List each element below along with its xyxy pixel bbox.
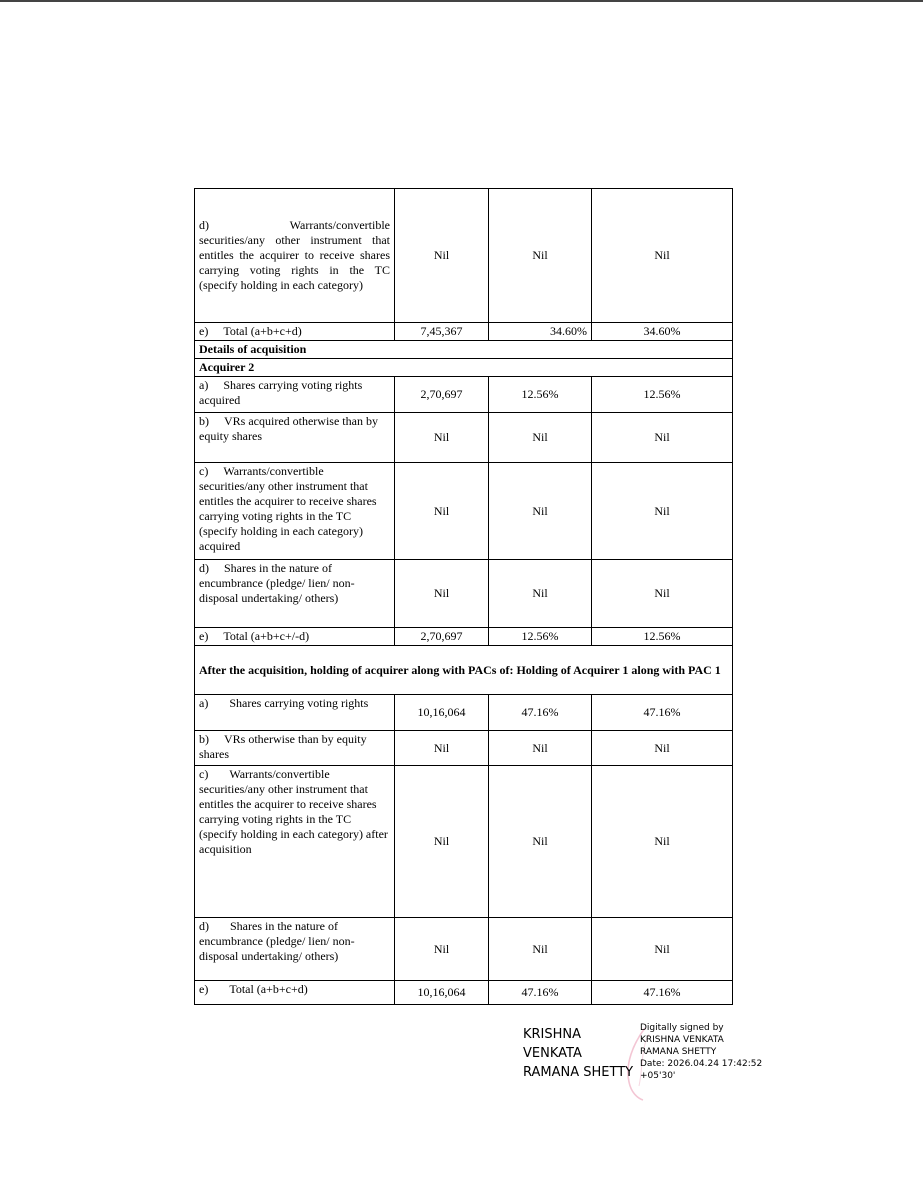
table-row xyxy=(195,377,733,413)
cell-value: Nil xyxy=(395,731,489,766)
signer-name xyxy=(523,1025,643,1082)
table-row xyxy=(195,628,733,646)
section-heading: After the acquisition, holding of acquirer along with PACs of: Holding of Acquirer 1 along with PAC 1 xyxy=(195,646,733,695)
cell-value: 47.16% xyxy=(592,695,733,731)
table-row xyxy=(195,695,733,731)
row-label: d) Warrants/convertible securities/any other instrument that entitles the acquirer to receive shares carrying voting rights in the TC (specify holding in each category) xyxy=(195,189,395,323)
cell-value: Nil xyxy=(489,560,592,628)
cell-value: Nil xyxy=(592,918,733,981)
table-row xyxy=(195,918,733,981)
cell-value: Nil xyxy=(395,463,489,560)
signature-detail-line: Date: 2026.04.24 17:42:52 xyxy=(640,1059,763,1069)
cell-value: 7,45,367 xyxy=(395,323,489,341)
cell-value: Nil xyxy=(592,189,733,323)
cell-value: 47.16% xyxy=(592,981,733,1005)
cell-value: Nil xyxy=(489,463,592,560)
cell-value: 12.56% xyxy=(489,377,592,413)
top-border-line xyxy=(0,0,923,2)
cell-value: Nil xyxy=(592,560,733,628)
cell-value: 47.16% xyxy=(489,981,592,1005)
cell-value: 12.56% xyxy=(489,628,592,646)
signature-detail-line: +05'30' xyxy=(640,1071,676,1081)
signature-details xyxy=(640,1022,790,1082)
table-row xyxy=(195,981,733,1005)
row-label: c) Warrants/convertible securities/any other instrument that entitles the acquirer to receive shares carrying voting rights in the TC (specify holding in each category) acquired xyxy=(195,463,395,560)
cell-value: Nil xyxy=(395,918,489,981)
table-row xyxy=(195,359,733,377)
cell-value: Nil xyxy=(395,560,489,628)
cell-value: Nil xyxy=(592,731,733,766)
table-row xyxy=(195,646,733,695)
row-label: a) Shares carrying voting rights acquired xyxy=(195,377,395,413)
cell-value: 10,16,064 xyxy=(395,981,489,1005)
cell-value: Nil xyxy=(489,918,592,981)
cell-value: Nil xyxy=(592,463,733,560)
signature-detail-line: RAMANA SHETTY xyxy=(640,1047,717,1057)
row-label: c) Warrants/convertible securities/any other instrument that entitles the acquirer to receive shares carrying voting rights in the TC (specify holding in each category) after acquisition xyxy=(195,766,395,918)
table-row xyxy=(195,189,733,323)
row-label: e) Total (a+b+c+d) xyxy=(195,981,395,1005)
signer-name-line: KRISHNA xyxy=(523,1027,582,1042)
cell-value: 10,16,064 xyxy=(395,695,489,731)
cell-value: Nil xyxy=(489,413,592,463)
cell-value: Nil xyxy=(592,766,733,918)
table-row xyxy=(195,766,733,918)
cell-value: Nil xyxy=(592,413,733,463)
cell-value: Nil xyxy=(489,766,592,918)
row-label: d) Shares in the nature of encumbrance (pledge/ lien/ non-disposal undertaking/ others) xyxy=(195,918,395,981)
section-heading: Details of acquisition xyxy=(195,341,733,359)
cell-value: 34.60% xyxy=(592,323,733,341)
row-label: a) Shares carrying voting rights xyxy=(195,695,395,731)
cell-value: Nil xyxy=(395,189,489,323)
table-row xyxy=(195,731,733,766)
row-label: e) Total (a+b+c+d) xyxy=(195,323,395,341)
cell-value: 47.16% xyxy=(489,695,592,731)
table-row xyxy=(195,341,733,359)
cell-value: Nil xyxy=(395,413,489,463)
cell-value: Nil xyxy=(489,189,592,323)
cell-value: Nil xyxy=(395,766,489,918)
row-label: b) VRs acquired otherwise than by equity shares xyxy=(195,413,395,463)
cell-value: 12.56% xyxy=(592,377,733,413)
signer-name-line: RAMANA SHETTY xyxy=(523,1065,634,1080)
disclosure-table xyxy=(194,188,733,1005)
table-row xyxy=(195,560,733,628)
table-row xyxy=(195,323,733,341)
signer-name-line: VENKATA xyxy=(523,1046,582,1061)
signature-detail-line: KRISHNA VENKATA xyxy=(640,1035,724,1045)
cell-value: Nil xyxy=(489,731,592,766)
cell-value: 2,70,697 xyxy=(395,628,489,646)
table-row xyxy=(195,413,733,463)
section-heading: Acquirer 2 xyxy=(195,359,733,377)
cell-value: 2,70,697 xyxy=(395,377,489,413)
cell-value: 34.60% xyxy=(489,323,592,341)
signature-detail-line: Digitally signed by xyxy=(640,1023,724,1033)
row-label: b) VRs otherwise than by equity shares xyxy=(195,731,395,766)
row-label: d) Shares in the nature of encumbrance (pledge/ lien/ non-disposal undertaking/ others) xyxy=(195,560,395,628)
row-label: e) Total (a+b+c+/-d) xyxy=(195,628,395,646)
table-row xyxy=(195,463,733,560)
cell-value: 12.56% xyxy=(592,628,733,646)
